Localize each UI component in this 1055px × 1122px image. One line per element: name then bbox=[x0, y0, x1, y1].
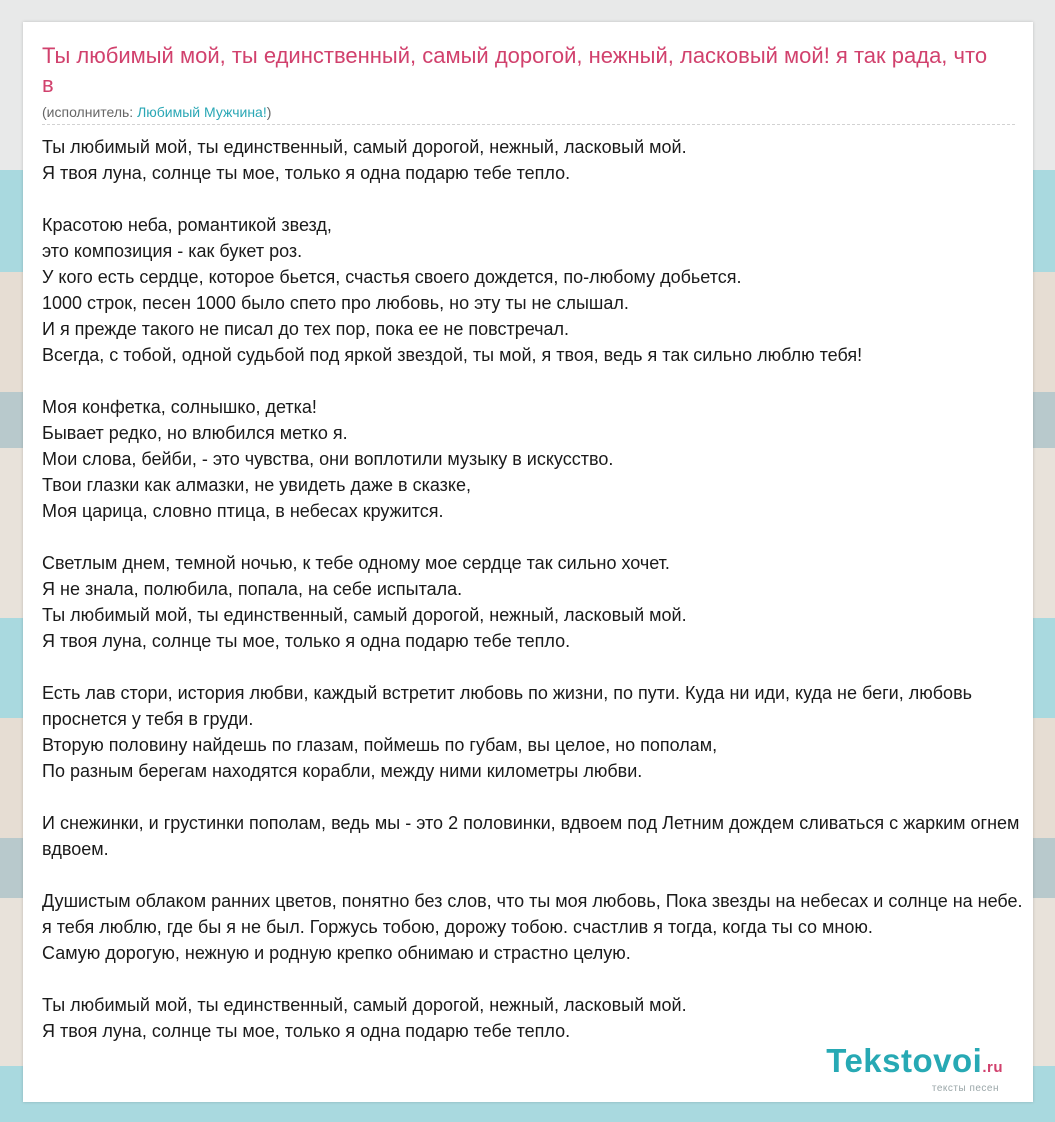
lyrics-stanza bbox=[42, 550, 1032, 654]
lyrics-stanza bbox=[42, 134, 1032, 186]
lyrics-line: Душистым облаком ранних цветов, понятно без слов, что ты моя любовь, Пока звезды на небесах и солнце на небе. я тебя люблю, где бы я не был. Горжусь тобою, дорожу тобою. счастлив я тогда, когда ты со мною. bbox=[42, 891, 1023, 937]
artist-link[interactable]: Любимый Мужчина! bbox=[137, 104, 267, 120]
lyrics-line: У кого есть сердце, которое бьется, счастья своего дождется, по-любому добьется. bbox=[42, 267, 742, 287]
watermark-subtitle: тексты песен bbox=[931, 1083, 999, 1094]
lyrics-line: Ты любимый мой, ты единственный, самый дорогой, нежный, ласковый мой. bbox=[42, 995, 687, 1015]
lyrics-stanza bbox=[42, 810, 1032, 862]
watermark-brand-name: Tekstovoi bbox=[826, 1042, 983, 1079]
lyrics-line: Самую дорогую, нежную и родную крепко обнимаю и страстно целую. bbox=[42, 943, 631, 963]
watermark-logo bbox=[826, 1044, 1003, 1094]
lyrics-line: Я твоя луна, солнце ты мое, только я одна подарю тебе тепло. bbox=[42, 631, 571, 651]
lyrics-line: Ты любимый мой, ты единственный, самый дорогой, нежный, ласковый мой. bbox=[42, 137, 687, 157]
lyrics-line: Красотою неба, романтикой звезд, bbox=[42, 215, 332, 235]
lyrics-line: Всегда, с тобой, одной судьбой под яркой звездой, ты мой, я твоя, ведь я так сильно люблю тебя! bbox=[42, 345, 863, 365]
lyrics-stanza bbox=[42, 992, 1032, 1044]
lyrics-stanza bbox=[42, 212, 1032, 368]
lyrics-line: это композиция - как букет роз. bbox=[42, 241, 303, 261]
lyrics-line: Я твоя луна, солнце ты мое, только я одна подарю тебе тепло. bbox=[42, 1021, 571, 1041]
lyrics-line: По разным берегам находятся корабли, между ними километры любви. bbox=[42, 761, 643, 781]
artist-suffix: ) bbox=[266, 104, 272, 120]
lyrics-line: 1000 строк, песен 1000 было спето про любовь, но эту ты не слышал. bbox=[42, 293, 629, 313]
lyrics-line: Вторую половину найдешь по глазам, поймешь по губам, вы целое, но пополам, bbox=[42, 735, 718, 755]
lyrics-line: Есть лав стори, история любви, каждый встретит любовь по жизни, по пути. Куда ни иди, куда не беги, любовь проснется у тебя в груди. bbox=[42, 683, 973, 729]
lyrics-line: И я прежде такого не писал до тех пор, пока ее не повстречал. bbox=[42, 319, 570, 339]
lyrics-stanza bbox=[42, 394, 1032, 524]
lyrics-line: Мои слова, бейби, - это чувства, они воплотили музыку в искусство. bbox=[42, 449, 614, 469]
lyrics-line: Я твоя луна, солнце ты мое, только я одна подарю тебе тепло. bbox=[42, 163, 571, 183]
lyrics-stanza bbox=[42, 888, 1032, 966]
lyrics-line: Ты любимый мой, ты единственный, самый дорогой, нежный, ласковый мой. bbox=[42, 605, 687, 625]
lyrics-card bbox=[23, 22, 1033, 1102]
artist-line bbox=[42, 102, 271, 122]
title-divider bbox=[42, 124, 1015, 125]
watermark-brand bbox=[826, 1044, 1003, 1085]
lyrics-line: Твои глазки как алмазки, не увидеть даже в сказке, bbox=[42, 475, 471, 495]
lyrics-stanza bbox=[42, 680, 1032, 784]
page-title: Ты любимый мой, ты единственный, самый дорогой, нежный, ласковый мой! я так рада, что в bbox=[42, 43, 988, 97]
lyrics-text bbox=[42, 134, 1032, 1070]
lyrics-line: Светлым днем, темной ночью, к тебе одному мое сердце так сильно хочет. bbox=[42, 553, 670, 573]
lyrics-line: Я не знала, полюбила, попала, на себе испытала. bbox=[42, 579, 463, 599]
lyrics-line: Моя конфетка, солнышко, детка! bbox=[42, 397, 317, 417]
lyrics-line: Моя царица, словно птица, в небесах кружится. bbox=[42, 501, 444, 521]
lyrics-line: И снежинки, и грустинки пополам, ведь мы - это 2 половинки, вдвоем под Летним дождем сливаться с жарким огнем вдвоем. bbox=[42, 813, 1020, 859]
watermark-tld: .ru bbox=[982, 1059, 1003, 1076]
lyrics-line: Бывает редко, но влюбился метко я. bbox=[42, 423, 348, 443]
artist-prefix: (исполнитель: bbox=[42, 104, 138, 120]
